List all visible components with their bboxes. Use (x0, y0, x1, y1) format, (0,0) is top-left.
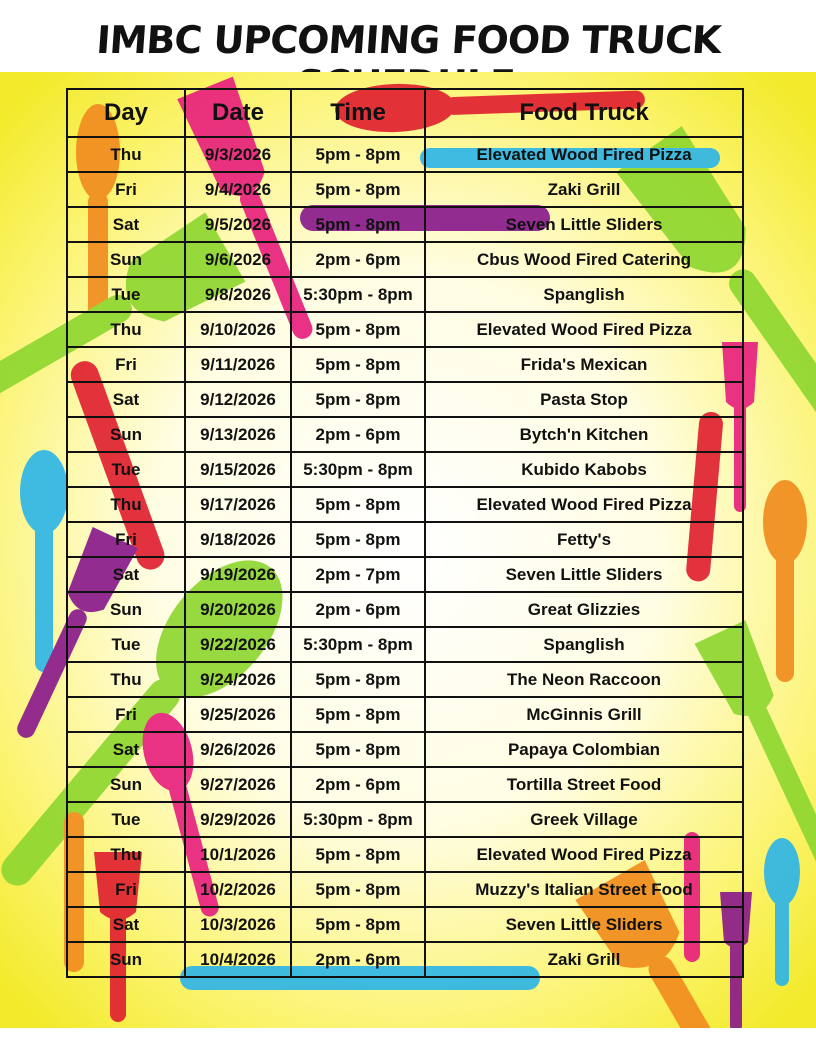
day-cell: Sun (67, 242, 185, 277)
time-cell: 2pm - 6pm (291, 242, 425, 277)
header-day: Day (67, 89, 185, 137)
food-truck-cell: Pasta Stop (425, 382, 743, 417)
time-cell: 5pm - 8pm (291, 837, 425, 872)
food-truck-cell: Greek Village (425, 802, 743, 837)
day-cell: Tue (67, 802, 185, 837)
date-cell: 9/29/2026 (185, 802, 291, 837)
table-row (67, 417, 743, 452)
date-cell: 10/4/2026 (185, 942, 291, 977)
spoon-icon (764, 838, 800, 986)
spoon-icon (763, 480, 807, 682)
time-cell: 2pm - 6pm (291, 942, 425, 977)
time-cell: 2pm - 7pm (291, 557, 425, 592)
food-truck-cell: Zaki Grill (425, 172, 743, 207)
time-cell: 5pm - 8pm (291, 382, 425, 417)
food-truck-cell: Kubido Kabobs (425, 452, 743, 487)
food-truck-cell: Frida's Mexican (425, 347, 743, 382)
table-row (67, 837, 743, 872)
time-cell: 5pm - 8pm (291, 872, 425, 907)
day-cell: Sat (67, 732, 185, 767)
day-cell: Sat (67, 207, 185, 242)
table-row (67, 487, 743, 522)
time-cell: 5pm - 8pm (291, 312, 425, 347)
page-title: IMBC UPCOMING FOOD TRUCK (94, 18, 722, 62)
time-cell: 2pm - 6pm (291, 592, 425, 627)
date-cell: 9/18/2026 (185, 522, 291, 557)
table-row (67, 732, 743, 767)
day-cell: Tue (67, 277, 185, 312)
date-cell: 9/12/2026 (185, 382, 291, 417)
time-cell: 5pm - 8pm (291, 207, 425, 242)
day-cell: Sat (67, 382, 185, 417)
time-cell: 5pm - 8pm (291, 522, 425, 557)
date-cell: 9/6/2026 (185, 242, 291, 277)
food-truck-cell: Seven Little Sliders (425, 557, 743, 592)
time-cell: 5pm - 8pm (291, 487, 425, 522)
table-row (67, 627, 743, 662)
date-cell: 9/22/2026 (185, 627, 291, 662)
table-row (67, 697, 743, 732)
schedule-table (66, 88, 744, 978)
table-row (67, 522, 743, 557)
day-cell: Thu (67, 137, 185, 172)
time-cell: 5pm - 8pm (291, 172, 425, 207)
time-cell: 5:30pm - 8pm (291, 277, 425, 312)
time-cell: 5pm - 8pm (291, 732, 425, 767)
day-cell: Thu (67, 662, 185, 697)
day-cell: Fri (67, 872, 185, 907)
table-row (67, 382, 743, 417)
time-cell: 2pm - 6pm (291, 767, 425, 802)
food-truck-cell: Fetty's (425, 522, 743, 557)
header-food-truck: Food Truck (425, 89, 743, 137)
day-cell: Thu (67, 487, 185, 522)
date-cell: 9/26/2026 (185, 732, 291, 767)
time-cell: 2pm - 6pm (291, 417, 425, 452)
day-cell: Fri (67, 697, 185, 732)
food-truck-cell: Zaki Grill (425, 942, 743, 977)
table-row (67, 592, 743, 627)
date-cell: 9/24/2026 (185, 662, 291, 697)
food-truck-cell: Bytch'n Kitchen (425, 417, 743, 452)
table-row (67, 312, 743, 347)
food-truck-cell: McGinnis Grill (425, 697, 743, 732)
date-cell: 9/3/2026 (185, 137, 291, 172)
date-cell: 9/25/2026 (185, 697, 291, 732)
food-truck-cell: Tortilla Street Food (425, 767, 743, 802)
date-cell: 10/1/2026 (185, 837, 291, 872)
day-cell: Thu (67, 837, 185, 872)
time-cell: 5pm - 8pm (291, 907, 425, 942)
food-truck-cell: Elevated Wood Fired Pizza (425, 137, 743, 172)
table-row (67, 802, 743, 837)
day-cell: Sun (67, 592, 185, 627)
time-cell: 5:30pm - 8pm (291, 627, 425, 662)
day-cell: Tue (67, 452, 185, 487)
day-cell: Sun (67, 767, 185, 802)
day-cell: Fri (67, 172, 185, 207)
day-cell: Sun (67, 942, 185, 977)
table-row (67, 767, 743, 802)
food-truck-cell: Muzzy's Italian Street Food (425, 872, 743, 907)
date-cell: 9/11/2026 (185, 347, 291, 382)
time-cell: 5pm - 8pm (291, 347, 425, 382)
date-cell: 9/20/2026 (185, 592, 291, 627)
food-truck-cell: Elevated Wood Fired Pizza (425, 837, 743, 872)
table-row (67, 452, 743, 487)
food-truck-cell: Spanglish (425, 627, 743, 662)
table-row (67, 137, 743, 172)
food-truck-cell: Spanglish (425, 277, 743, 312)
table-row (67, 347, 743, 382)
date-cell: 9/15/2026 (185, 452, 291, 487)
table-row (67, 207, 743, 242)
header-time: Time (291, 89, 425, 137)
table-row (67, 277, 743, 312)
date-cell: 9/19/2026 (185, 557, 291, 592)
food-truck-cell: The Neon Raccoon (425, 662, 743, 697)
day-cell: Tue (67, 627, 185, 662)
date-cell: 10/3/2026 (185, 907, 291, 942)
header-date: Date (185, 89, 291, 137)
day-cell: Fri (67, 347, 185, 382)
day-cell: Fri (67, 522, 185, 557)
table-row (67, 872, 743, 907)
time-cell: 5pm - 8pm (291, 697, 425, 732)
food-truck-cell: Elevated Wood Fired Pizza (425, 487, 743, 522)
food-truck-cell: Seven Little Sliders (425, 907, 743, 942)
date-cell: 9/5/2026 (185, 207, 291, 242)
date-cell: 9/27/2026 (185, 767, 291, 802)
table-row (67, 557, 743, 592)
food-truck-cell: Seven Little Sliders (425, 207, 743, 242)
food-truck-cell: Elevated Wood Fired Pizza (425, 312, 743, 347)
day-cell: Sun (67, 417, 185, 452)
table-row (67, 942, 743, 977)
day-cell: Sat (67, 557, 185, 592)
date-cell: 9/4/2026 (185, 172, 291, 207)
time-cell: 5:30pm - 8pm (291, 452, 425, 487)
schedule-rows (67, 137, 743, 977)
day-cell: Thu (67, 312, 185, 347)
date-cell: 9/10/2026 (185, 312, 291, 347)
table-row (67, 662, 743, 697)
date-cell: 9/13/2026 (185, 417, 291, 452)
table-row (67, 172, 743, 207)
date-cell: 9/8/2026 (185, 277, 291, 312)
day-cell: Sat (67, 907, 185, 942)
date-cell: 10/2/2026 (185, 872, 291, 907)
table-row (67, 907, 743, 942)
food-truck-cell: Great Glizzies (425, 592, 743, 627)
time-cell: 5:30pm - 8pm (291, 802, 425, 837)
table-row (67, 242, 743, 277)
time-cell: 5pm - 8pm (291, 137, 425, 172)
table-header-row (67, 89, 743, 137)
food-truck-cell: Cbus Wood Fired Catering (425, 242, 743, 277)
date-cell: 9/17/2026 (185, 487, 291, 522)
food-truck-cell: Papaya Colombian (425, 732, 743, 767)
time-cell: 5pm - 8pm (291, 662, 425, 697)
